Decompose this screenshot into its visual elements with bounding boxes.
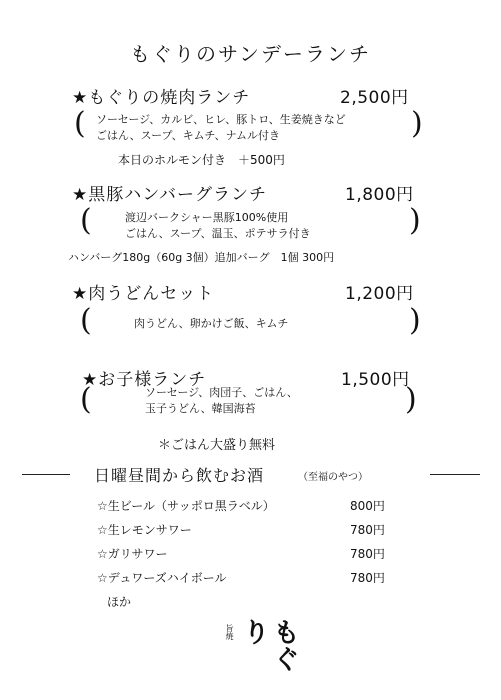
menu-item-yakiniku-desc-1: ソーセージ、カルビ、ヒレ、豚トロ、生姜焼きなど bbox=[96, 113, 346, 126]
right-paren: ) bbox=[409, 203, 421, 238]
drink-item-beer-price: 800円 bbox=[350, 499, 385, 513]
drink-item-highball-price: 780円 bbox=[350, 571, 385, 585]
menu-item-kids-name: ★お子様ランチ bbox=[82, 370, 207, 390]
horumon-note: 本日のホルモン付き ＋500円 bbox=[118, 153, 285, 167]
left-paren: ( bbox=[80, 203, 92, 238]
drinks-heading: 日曜昼間から飲むお酒 bbox=[94, 466, 265, 485]
right-paren: ) bbox=[411, 106, 423, 141]
menu-item-kids-desc-1: ソーセージ、肉団子、ごはん、 bbox=[145, 386, 298, 399]
drinks-subheading: （至福のやつ） bbox=[298, 472, 368, 483]
drink-item-beer: ☆生ビール（サッポロ黒ラベル） bbox=[97, 499, 275, 513]
menu-item-hamburg-price: 1,800円 bbox=[345, 185, 414, 205]
drink-item-highball: ☆デュワーズハイボール bbox=[97, 571, 227, 585]
shop-logo bbox=[224, 618, 299, 680]
menu-item-udon-name: ★肉うどんセット bbox=[72, 284, 215, 304]
menu-item-yakiniku-name: ★もぐりの焼肉ランチ bbox=[72, 88, 251, 108]
divider-left bbox=[22, 474, 70, 475]
menu-item-hamburg-desc-1: 渡辺バークシャー黒豚100%使用 bbox=[125, 211, 289, 224]
drink-item-gari-sour-price: 780円 bbox=[350, 547, 385, 561]
menu-item-yakiniku-price: 2,500円 bbox=[340, 88, 409, 108]
menu-item-udon-price: 1,200円 bbox=[345, 284, 414, 304]
menu-item-udon-desc-1: 肉うどん、卵かけご飯、キムチ bbox=[134, 317, 289, 330]
left-paren: ( bbox=[74, 106, 86, 141]
hamburg-note: ハンバーグ180g（60g 3個）追加バーグ 1個 300円 bbox=[68, 251, 335, 264]
drink-item-lemon-sour-price: 780円 bbox=[350, 523, 385, 537]
menu-item-hamburg-name: ★黒豚ハンバーグランチ bbox=[72, 185, 268, 205]
left-paren: ( bbox=[80, 303, 92, 338]
logo-small-text: 旨焼 bbox=[225, 624, 234, 640]
divider-right bbox=[430, 474, 480, 475]
menu-item-yakiniku-desc-2: ごはん、スープ、キムチ、ナムル付き bbox=[96, 129, 281, 142]
rice-note: ＊ごはん大盛り無料 bbox=[158, 438, 276, 453]
drink-item-lemon-sour: ☆生レモンサワー bbox=[97, 523, 192, 537]
right-paren: ) bbox=[405, 382, 417, 417]
menu-item-kids-price: 1,500円 bbox=[341, 370, 410, 390]
right-paren: ) bbox=[409, 303, 421, 338]
menu-item-hamburg-desc-2: ごはん、スープ、温玉、ポテサラ付き bbox=[125, 227, 311, 240]
logo-main-text: もぐり bbox=[238, 618, 299, 672]
left-paren: ( bbox=[80, 382, 92, 417]
drink-item-gari-sour: ☆ガリサワー bbox=[97, 547, 168, 561]
menu-title: もぐりのサンデーランチ bbox=[130, 42, 371, 66]
menu-item-kids-desc-2: 玉子うどん、韓国海苔 bbox=[145, 402, 256, 415]
drinks-other: ほか bbox=[107, 595, 132, 609]
